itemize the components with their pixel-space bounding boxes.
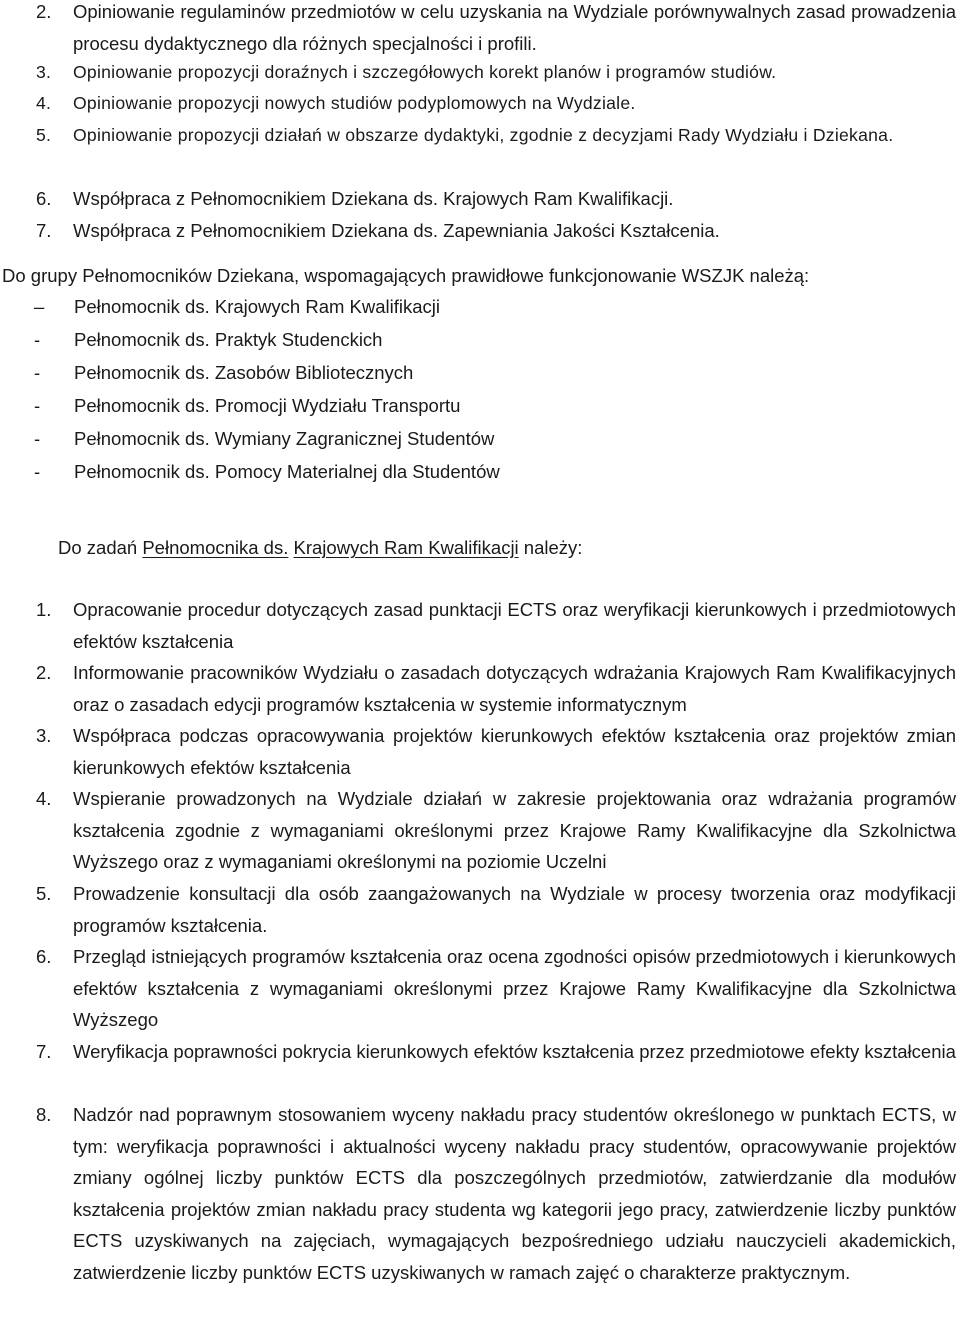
list-text: Pełnomocnik ds. Zasobów Bibliotecznych (74, 362, 414, 383)
list-number: 5. (36, 883, 52, 904)
list-item (36, 657, 956, 720)
list-text: Nadzór nad poprawnym stosowaniem wyceny nakładu pracy studentów określonego w punktach ECTS, w tym: weryfikacja poprawności i aktualności wyceny nakładu pracy studentów, opracowywanie projektów zmiany ogólnej liczby punktów ECTS dla poszczególnych przedmiotów, zatwierdzanie dla modułów kształcenia projektów zmian nakładu pracy studenta wg kategorii jego pracy, zatwierdzenie liczby punktów ECTS uzyskiwanych na zajęciach, wymagających bezpośredniego udziału nauczycieli akademickich, zatwierdzenie liczby punktów ECTS uzyskiwanych w ramach zajęć o charakterze praktycznym. (73, 1104, 956, 1283)
list-number: 2. (36, 662, 52, 683)
list-text: Pełnomocnik ds. Krajowych Ram Kwalifikacji (74, 296, 441, 317)
list-item (34, 323, 382, 356)
group-intro: Do grupy Pełnomocników Dziekana, wspomagających prawidłowe funkcjonowanie WSZJK należą: (2, 265, 810, 286)
list-number: 3. (36, 62, 52, 82)
list-item (36, 594, 956, 657)
list-text: Przegląd istniejących programów kształcenia oraz ocena zgodności opisów przedmiotowych i kierunkowych efektów kształcenia z wymaganiami określonymi przez Krajowe Ramy Kwalifikacyjne dla Szkolnictwa Wyższego (73, 946, 956, 1030)
list-item (36, 783, 956, 878)
list-dash: - (34, 428, 41, 449)
tasks-heading-suffix: należy: (518, 537, 583, 558)
list-item (36, 215, 956, 247)
list-item (36, 183, 956, 215)
list-number: 2. (36, 1, 52, 22)
list-item (36, 0, 956, 59)
list-text: Opiniowanie propozycji nowych studiów podyplomowych na Wydziale. (73, 93, 636, 113)
list-text: Weryfikacja poprawności pokrycia kierunkowych efektów kształcenia przez przedmiotowe efekty kształcenia (73, 1041, 956, 1062)
list-item (36, 88, 956, 120)
list-item (36, 1036, 956, 1068)
tasks-heading-underlined: Pełnomocnika ds. (142, 537, 289, 558)
list-item (36, 57, 956, 89)
list-item (34, 356, 413, 389)
list-number: 7. (36, 220, 52, 241)
list-text: Opiniowanie propozycji działań w obszarze dydaktyki, zgodnie z decyzjami Rady Wydziału i Dziekana. (73, 125, 894, 145)
list-number: 6. (36, 946, 52, 967)
list-dash: - (34, 329, 41, 350)
tasks-heading-underlined: Krajowych Ram Kwalifikacji (293, 537, 519, 558)
tasks-heading (58, 532, 582, 564)
list-dash: - (34, 395, 41, 416)
list-dash: – (34, 296, 45, 317)
list-text: Opiniowanie propozycji doraźnych i szczegółowych korekt planów i programów studiów. (73, 62, 777, 82)
list-text: Pełnomocnik ds. Praktyk Studenckich (74, 329, 383, 350)
list-item (36, 720, 956, 783)
list-text: Pełnomocnik ds. Wymiany Zagranicznej Studentów (74, 428, 495, 449)
list-item (34, 389, 460, 422)
list-text: Współpraca z Pełnomocnikiem Dziekana ds. Zapewniania Jakości Kształcenia. (73, 220, 720, 241)
list-number: 7. (36, 1041, 52, 1062)
list-number: 4. (36, 788, 52, 809)
list-item (36, 941, 956, 1036)
list-number: 3. (36, 725, 52, 746)
list-text: Pełnomocnik ds. Promocji Wydziału Transportu (74, 395, 461, 416)
list-text: Wspieranie prowadzonych na Wydziale działań w zakresie projektowania oraz wdrażania programów kształcenia zgodnie z wymaganiami określonymi przez Krajowe Ramy Kwalifikacyjne dla Szkolnictwa Wyższego oraz z wymaganiami określonymi na poziomie Uczelni (73, 788, 956, 872)
list-item (34, 455, 500, 488)
list-item (34, 290, 440, 323)
list-item (36, 120, 956, 152)
list-text: Współpraca z Pełnomocnikiem Dziekana ds. Krajowych Ram Kwalifikacji. (73, 188, 674, 209)
list-number: 1. (36, 599, 52, 620)
list-item (36, 1099, 956, 1288)
list-text: Prowadzenie konsultacji dla osób zaangażowanych na Wydziale w procesy tworzenia oraz modyfikacji programów kształcenia. (73, 883, 956, 936)
list-number: 5. (36, 125, 52, 145)
list-text: Opracowanie procedur dotyczących zasad punktacji ECTS oraz weryfikacji kierunkowych i przedmiotowych efektów kształcenia (73, 599, 956, 652)
list-item (34, 422, 494, 455)
list-text: Opiniowanie regulaminów przedmiotów w celu uzyskania na Wydziale porównywalnych zasad prowadzenia procesu dydaktycznego dla różnych specjalności i profili. (73, 1, 956, 54)
list-dash: - (34, 461, 41, 482)
list-number: 8. (36, 1104, 52, 1125)
list-dash: - (34, 362, 41, 383)
list-number: 4. (36, 93, 52, 113)
list-text: Współpraca podczas opracowywania projektów kierunkowych efektów kształcenia oraz projektów zmian kierunkowych efektów kształcenia (73, 725, 956, 778)
list-text: Informowanie pracowników Wydziału o zasadach dotyczących wdrażania Krajowych Ram Kwalifikacyjnych oraz o zasadach edycji programów kształcenia w systemie informatycznym (73, 662, 956, 715)
tasks-heading-prefix: Do zadań (58, 537, 143, 558)
list-text: Pełnomocnik ds. Pomocy Materialnej dla Studentów (74, 461, 500, 482)
list-item (36, 878, 956, 941)
list-number: 6. (36, 188, 52, 209)
